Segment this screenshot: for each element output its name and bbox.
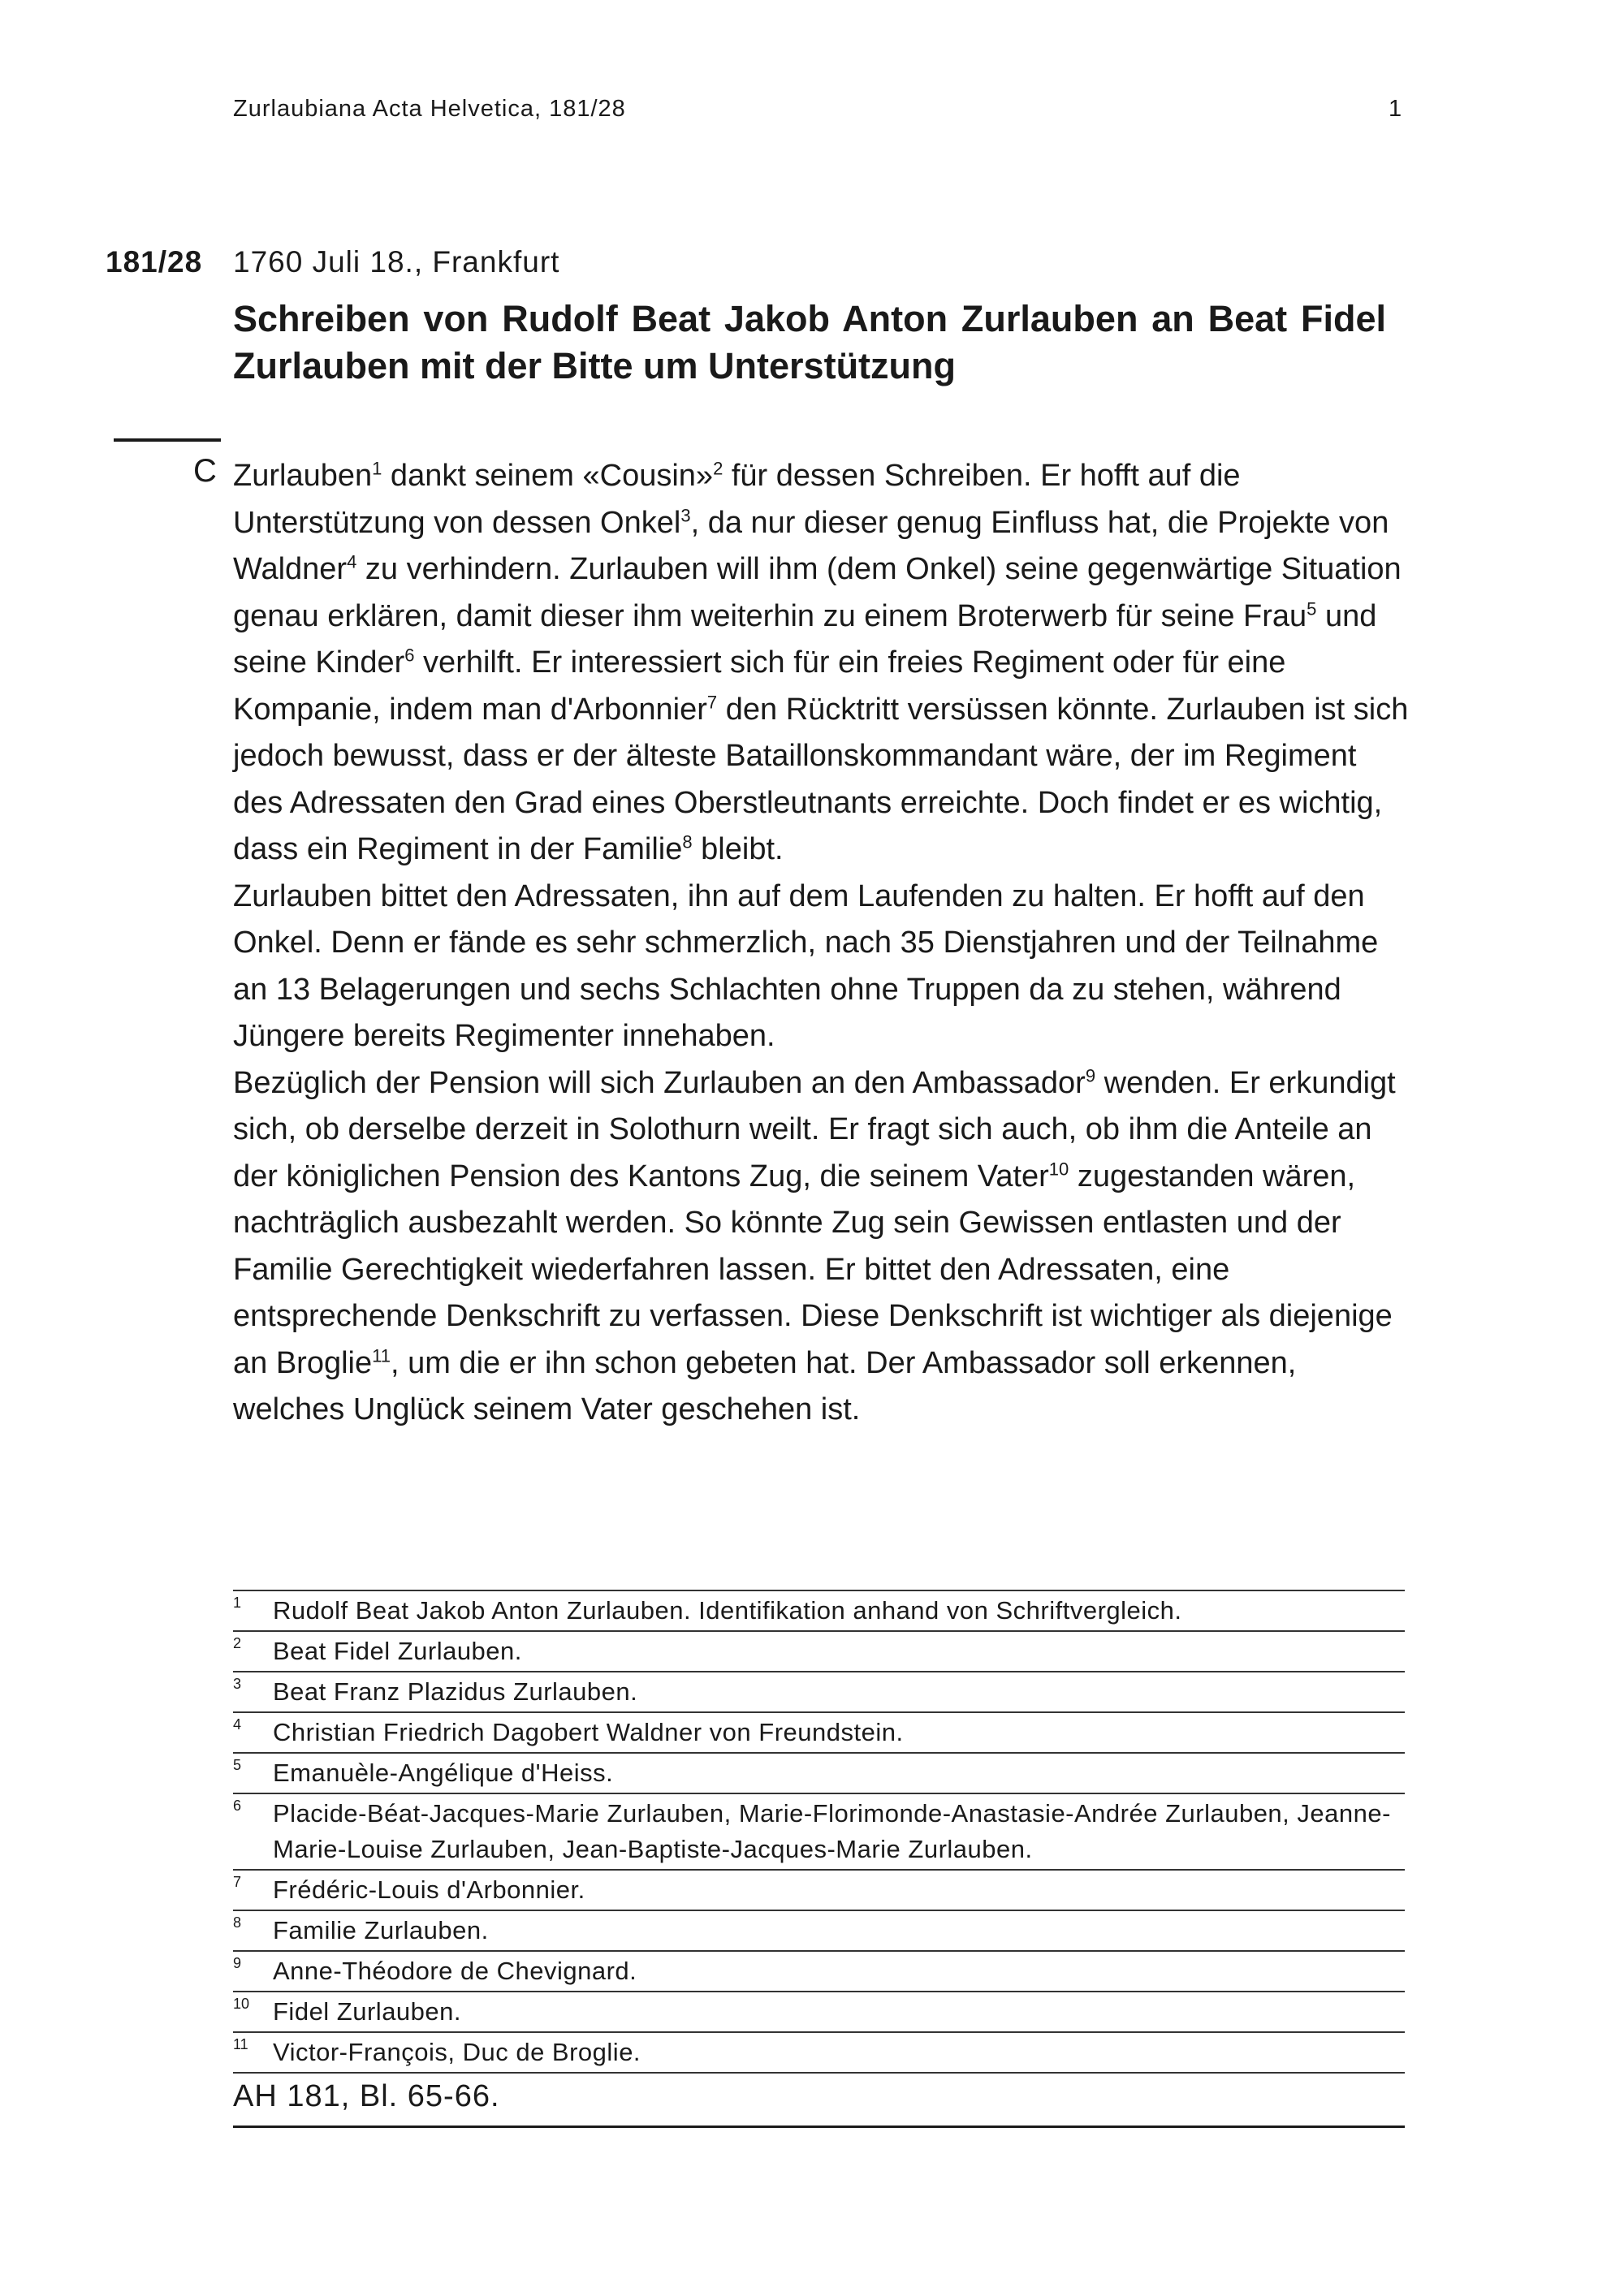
footnote-number: 1 <box>233 1595 242 1611</box>
section-marker-rule <box>114 438 221 442</box>
summary-paragraph-3: Bezüglich der Pension will sich Zurlauben an den Ambassador$^9$ wenden. Er erkundigt sich, ob derselbe derzeit in Solothurn weilt. Er fragt sich auch, ob ihm die Anteile an der königlichen Pension des Kantons Zug, die seinem Vater$^{10}$ zugestanden wären, nachträglich ausbezahlt werden. So könnte Zug sein Gewissen entlasten und der Familie Gerechtigkeit wiederfahren lassen. Er bittet den Adressaten, eine entsprechende Denkschrift zu verfassen. Diese Denkschrift ist wichtiger als diejenige an Broglie$^{11}$, um die er ihn schon gebeten hat. Der Ambassador soll erkennen, welches Unglück seinem Vater geschehen ist. <box>233 1064 1396 1426</box>
source-reference: AH 181, Bl. 65-66. <box>233 2079 1405 2128</box>
footnote-text: Emanuèle-Angélique d'Heiss. <box>273 1759 614 1787</box>
summary-paragraph-2: Zurlauben bittet den Adressaten, ihn auf dem Laufenden zu halten. Er hofft auf den Onkel. Denn er fände es sehr schmerzlich, nach 35 Dienstjahren und der Teilnahme an 13 Belagerungen und sechs Schlachten ohne Truppen da zu stehen, während Jüngere bereits Regimenter innehaben. <box>233 878 1379 1053</box>
footnote-text: Fidel Zurlauben. <box>273 1997 462 2026</box>
footnote-text: Frédéric-Louis d'Arbonnier. <box>273 1875 585 1904</box>
footnote <box>233 1672 1405 1713</box>
footnote <box>233 2033 1405 2074</box>
footnotes-list <box>233 1590 1405 2074</box>
footnote-text: Placide-Béat-Jacques-Marie Zurlauben, Marie-Florimonde-Anastasie-Andrée Zurlauben, Jeanne-Marie-Louise Zurlauben, Jean-Baptiste-Jacques-Marie Zurlauben. <box>273 1799 1391 1863</box>
footnote-text: Christian Friedrich Dagobert Waldner von Freundstein. <box>273 1718 904 1746</box>
footnote-text: Victor-François, Duc de Broglie. <box>273 2038 641 2066</box>
footnote-number: 6 <box>233 1798 242 1814</box>
document-heading <box>233 296 1386 390</box>
footnote-number: 11 <box>233 2036 248 2052</box>
document-date-place: 1760 Juli 18., Frankfurt <box>233 245 560 278</box>
footnote-ref[interactable]: 9 <box>1085 1064 1096 1085</box>
footnote <box>233 1632 1405 1672</box>
footnote-ref[interactable]: 7 <box>706 691 718 712</box>
footnote-number: 2 <box>233 1635 242 1651</box>
heading-line-1: Schreiben von Rudolf Beat Jakob Anton Zurlauben an Beat Fidel <box>233 298 1386 339</box>
footnote <box>233 1591 1405 1632</box>
heading-line-2: Zurlauben mit der Bitte um Unterstützung <box>233 345 957 386</box>
footnote <box>233 1952 1405 1992</box>
footnote-ref[interactable]: 11 <box>372 1344 391 1366</box>
footnote-ref[interactable]: 6 <box>404 645 415 666</box>
footnote-ref[interactable]: 2 <box>713 458 723 479</box>
section-marker-letter: C <box>193 453 217 489</box>
footnote-text: Anne-Théodore de Chevignard. <box>273 1957 637 1985</box>
footnote <box>233 1794 1405 1871</box>
running-header-title: Zurlaubiana Acta Helvetica, 181/28 <box>233 96 626 122</box>
summary-text <box>233 453 1410 1434</box>
footnote-ref[interactable]: 10 <box>1048 1158 1069 1179</box>
footnote-number: 4 <box>233 1716 242 1733</box>
footnote-text: Beat Fidel Zurlauben. <box>273 1637 522 1665</box>
footnote <box>233 1992 1405 2033</box>
footnote-ref[interactable]: 8 <box>682 831 693 852</box>
footnote-ref[interactable]: 1 <box>372 458 382 479</box>
footnote-number: 10 <box>233 1996 250 2012</box>
footnote-text: Beat Franz Plazidus Zurlauben. <box>273 1677 638 1706</box>
footnote-number: 7 <box>233 1874 242 1890</box>
page-number: 1 <box>1389 96 1402 122</box>
footnote-number: 3 <box>233 1676 242 1692</box>
footnote-number: 8 <box>233 1914 242 1931</box>
footnote-number: 9 <box>233 1955 242 1971</box>
footnote <box>233 1713 1405 1754</box>
footnote-text: Familie Zurlauben. <box>273 1916 489 1944</box>
footnote <box>233 1911 1405 1952</box>
footnote-ref[interactable]: 4 <box>347 551 357 572</box>
footnote-number: 5 <box>233 1757 242 1773</box>
document-number: 181/28 <box>106 245 203 278</box>
footnote-ref[interactable]: 3 <box>680 504 691 525</box>
footnote-ref[interactable]: 5 <box>1307 598 1317 619</box>
footnote <box>233 1754 1405 1794</box>
footnote-text: Rudolf Beat Jakob Anton Zurlauben. Identifikation anhand von Schriftvergleich. <box>273 1596 1182 1625</box>
footnote <box>233 1871 1405 1911</box>
summary-paragraph-1: Zurlauben$^1$ dankt seinem «Cousin»$^2$ für dessen Schreiben. Er hofft auf die Unterstützung von dessen Onkel$^3$, da nur dieser genug Einfluss hat, die Projekte von Waldner$^4$ zu verhindern. Zurlauben will ihm (dem Onkel) seine gegenwärtige Situation genau erklären, damit dieser ihm weiterhin zu einem Broterwerb für seine Frau$^5$ und seine Kinder$^6$ verhilft. Er interessiert sich für ein freies Regiment oder für eine Kompanie, indem man d'Arbonnier$^7$ den Rücktritt versüssen könnte. Zurlauben ist sich jedoch bewusst, dass er der älteste Bataillonskommandant wäre, der im Regiment des Adressaten den Grad eines Oberstleutnants erreichte. Doch findet er es wichtig, dass ein Regiment in der Familie$^8$ bleibt. <box>233 458 1409 866</box>
